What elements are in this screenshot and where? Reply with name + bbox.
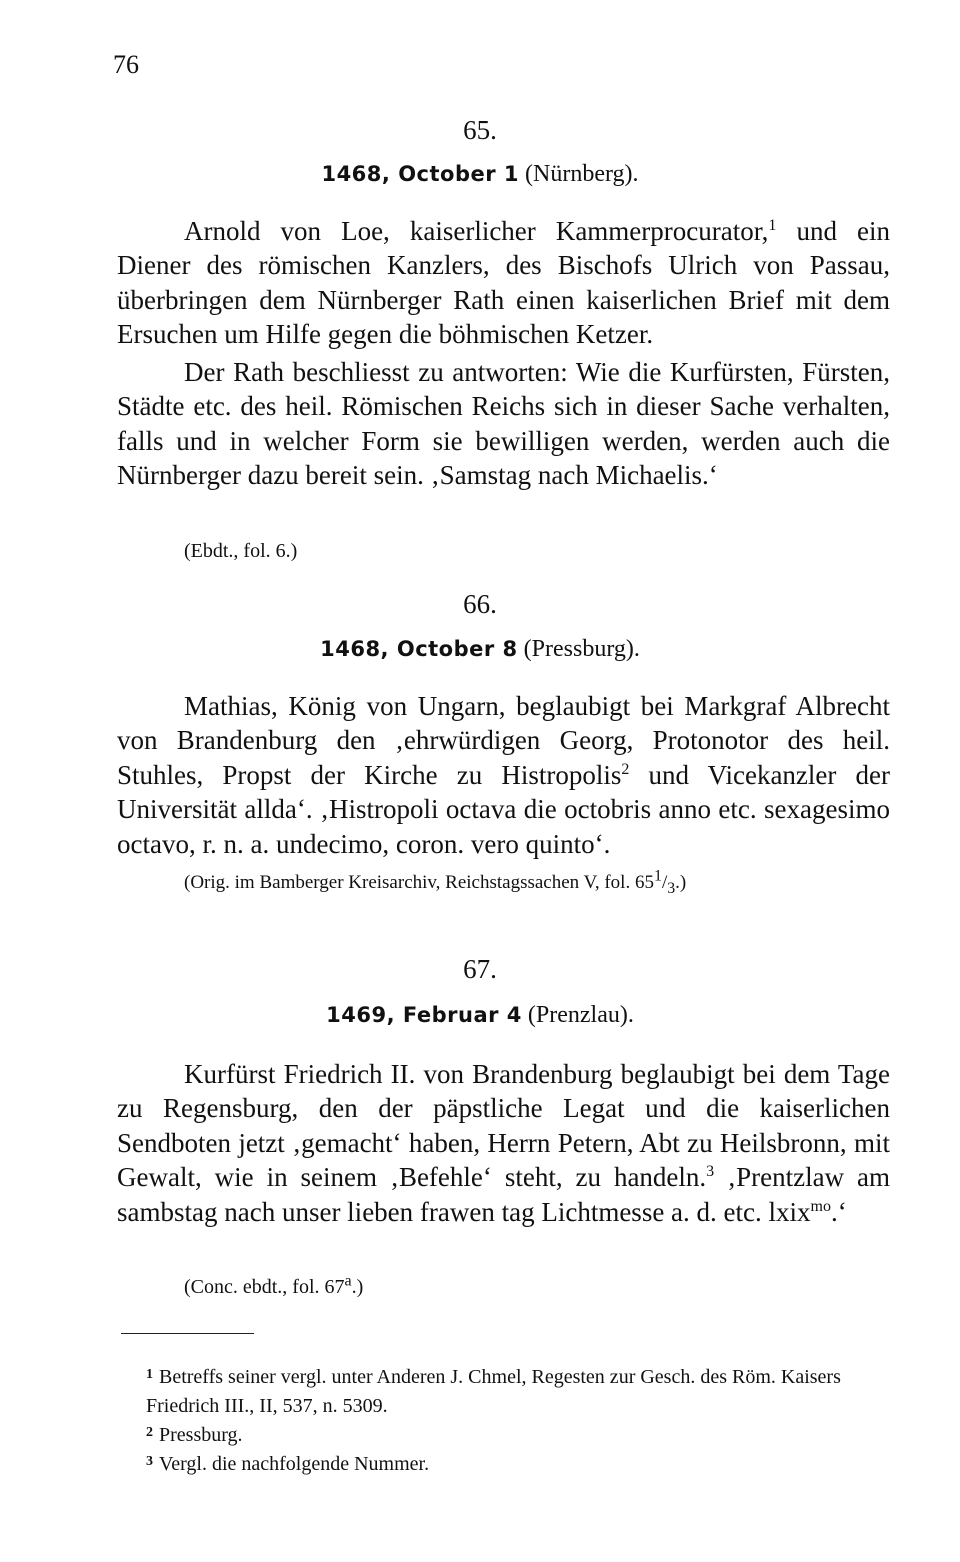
entry-date-line <box>0 1002 960 1029</box>
footnote: $^3$ Vergl. die nachfolgende Nummer. <box>146 1453 430 1475</box>
entry-source: (Orig. im Bamberger Kreisarchiv, Reichstagssachen V, fol. $65^1/_3$.) <box>184 867 687 897</box>
footnote-ref: 1 <box>768 217 777 234</box>
entry-source: (Ebdt., fol. 6.) <box>184 540 298 562</box>
footnote: $^1$ Betreffs seiner vergl. unter Anderen J. Chmel, Regesten zur Gesch. des Röm. Kaisers Friedrich III., II, 537, n. 5309. <box>146 1366 841 1417</box>
entry-place: (Pressburg). <box>523 636 640 662</box>
entry-paragraph: Der Rath beschliesst zu antworten: Wie die Kurfürsten, Fürsten, Städte etc. des heil. Römischen Reichs sich in dieser Sache verhalten, falls und in welcher Form sie bewilligen werden, werden auch die Nürnberger dazu bereit sein. ‚Samstag nach Michaelis.‘ <box>117 357 890 491</box>
entry-date: 1469, Februar 4 <box>326 1003 522 1027</box>
entry-place: (Nürnberg). <box>525 161 639 187</box>
page-number: 76 <box>113 50 139 79</box>
entry-paragraph: Arnold von Loe, kaiserlicher Kammerprocurator,$^1$ und ein Diener des römischen Kanzlers, des Bischofs Ulrich von Passau, überbringen dem Nürnberger Rath einen kaiserlichen Brief mit dem Ersuchen um Hilfe gegen die böhmischen Ketzer. <box>117 216 890 350</box>
footnote-ref: 2 <box>621 760 630 778</box>
footnote: $^2$ Pressburg. <box>146 1424 243 1446</box>
entry-place: (Prenzlau). <box>527 1002 634 1028</box>
entry-paragraph: Mathias, König von Ungarn, beglaubigt bei Markgraf Albrecht von Brandenburg den ‚ehrwürdigen Georg, Protonotor des heil. Stuhles, Propst der Kirche zu Histropolis$^2$ und Vicekanzler der Universität allda‘. ‚Histropoli octava die octobris anno etc. sexagesimo octavo, r. n. a. undecimo, coron. vero quinto‘. <box>117 691 890 859</box>
entry-number: 65. <box>463 115 497 145</box>
entry-date-line <box>0 161 960 188</box>
entry-number: 66. <box>463 589 497 619</box>
entry-date-line <box>0 636 960 663</box>
entry-date: 1468, October 1 <box>321 162 520 186</box>
footnote-ref: 3 <box>706 1163 715 1181</box>
footnote-rule <box>121 1333 254 1334</box>
entry-paragraph: Kurfürst Friedrich II. von Brandenburg beglaubigt bei dem Tage zu Regensburg, den der päpstliche Legat und die kaiserlichen Sendboten jetzt ‚gemacht‘ haben, Herrn Petern, Abt zu Heilsbronn, mit Gewalt, wie in seinem ‚Befehle‘ steht, zu handeln.$^3$ ‚Prentzlaw am sambstag nach unser lieben frawen tag Lichtmesse a. d. etc. lxix$^{mo}$.‘ <box>117 1059 890 1227</box>
entry-date: 1468, October 8 <box>320 637 518 661</box>
entry-number: 67. <box>463 954 497 984</box>
entry-source: (Conc. ebdt., fol. 67$^a$.) <box>184 1272 364 1298</box>
